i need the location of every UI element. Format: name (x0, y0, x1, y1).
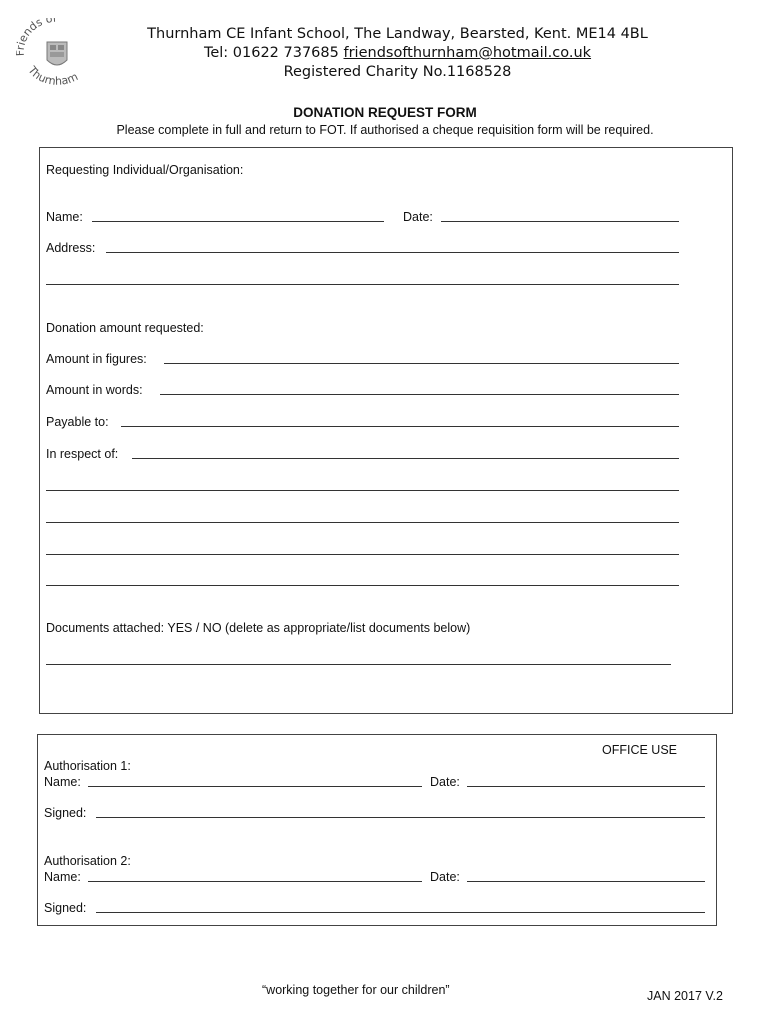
auth1-date-label: Date: (430, 775, 460, 789)
auth1-name-label: Name: (44, 775, 81, 789)
auth2-date-field[interactable] (467, 881, 705, 882)
address-field-1[interactable] (106, 252, 679, 253)
in-respect-of-label: In respect of: (46, 447, 119, 461)
documents-field[interactable] (46, 664, 671, 665)
auth1-signed-label: Signed: (44, 806, 87, 820)
form-intro: Please complete in full and return to FOT. If authorised a cheque requisition form will be required. (116, 123, 654, 137)
auth2-name-field[interactable] (88, 881, 422, 882)
logo-text-top: iends of (16, 18, 57, 47)
amount-figures-field[interactable] (164, 363, 679, 364)
crest-icon (47, 42, 67, 65)
amount-words-field[interactable] (160, 394, 679, 395)
auth2-signed-label: Signed: (44, 901, 87, 915)
donation-amount-label: Donation amount requested: (46, 321, 204, 335)
name-label: Name: (46, 210, 83, 224)
auth2-name-label: Name: (44, 870, 81, 884)
address-label: Address: (46, 241, 96, 255)
name-field[interactable] (92, 221, 384, 222)
email-link[interactable]: friendsofthurnham@hotmail.co.uk (343, 45, 592, 61)
telephone: Tel: 01622 737685 (203, 45, 344, 61)
auth1-date-field[interactable] (467, 786, 705, 787)
in-respect-of-field-3[interactable] (46, 522, 679, 523)
auth1-name-field[interactable] (88, 786, 422, 787)
auth2-date-label: Date: (430, 870, 460, 884)
auth1-signed-field[interactable] (96, 817, 705, 818)
documents-attached-label: Documents attached: YES / NO (delete as appropriate/list documents below) (46, 621, 471, 635)
date-field[interactable] (441, 221, 679, 222)
authorisation-2-label: Authorisation 2: (44, 854, 131, 868)
form-title: DONATION REQUEST FORM (293, 105, 477, 120)
date-label: Date: (403, 210, 433, 224)
footer-motto: “working together for our children” (262, 983, 450, 997)
footer-version: JAN 2017 V.2 (647, 989, 723, 1003)
school-address: Thurnham CE Infant School, The Landway, Bearsted, Kent. ME14 4BL (147, 26, 648, 42)
svg-text:Thurnham (25, 63, 80, 88)
in-respect-of-field-4[interactable] (46, 554, 679, 555)
authorisation-1-label: Authorisation 1: (44, 759, 131, 773)
address-field-2[interactable] (46, 284, 679, 285)
requesting-label: Requesting Individual/Organisation: (46, 163, 244, 177)
auth2-signed-field[interactable] (96, 912, 705, 913)
amount-words-label: Amount in words: (46, 383, 143, 397)
payable-to-label: Payable to: (46, 415, 109, 429)
school-logo (16, 18, 98, 90)
office-use-section (37, 734, 717, 926)
payable-to-field[interactable] (121, 426, 679, 427)
contact-line (100, 45, 695, 61)
charity-number: Registered Charity No.1168528 (283, 64, 512, 80)
logo-text-bottom: Thurnham (25, 63, 80, 88)
office-use-title: OFFICE USE (602, 743, 678, 757)
in-respect-of-field-5[interactable] (46, 585, 679, 586)
in-respect-of-field-2[interactable] (46, 490, 679, 491)
amount-figures-label: Amount in figures: (46, 352, 147, 366)
in-respect-of-field-1[interactable] (132, 458, 679, 459)
